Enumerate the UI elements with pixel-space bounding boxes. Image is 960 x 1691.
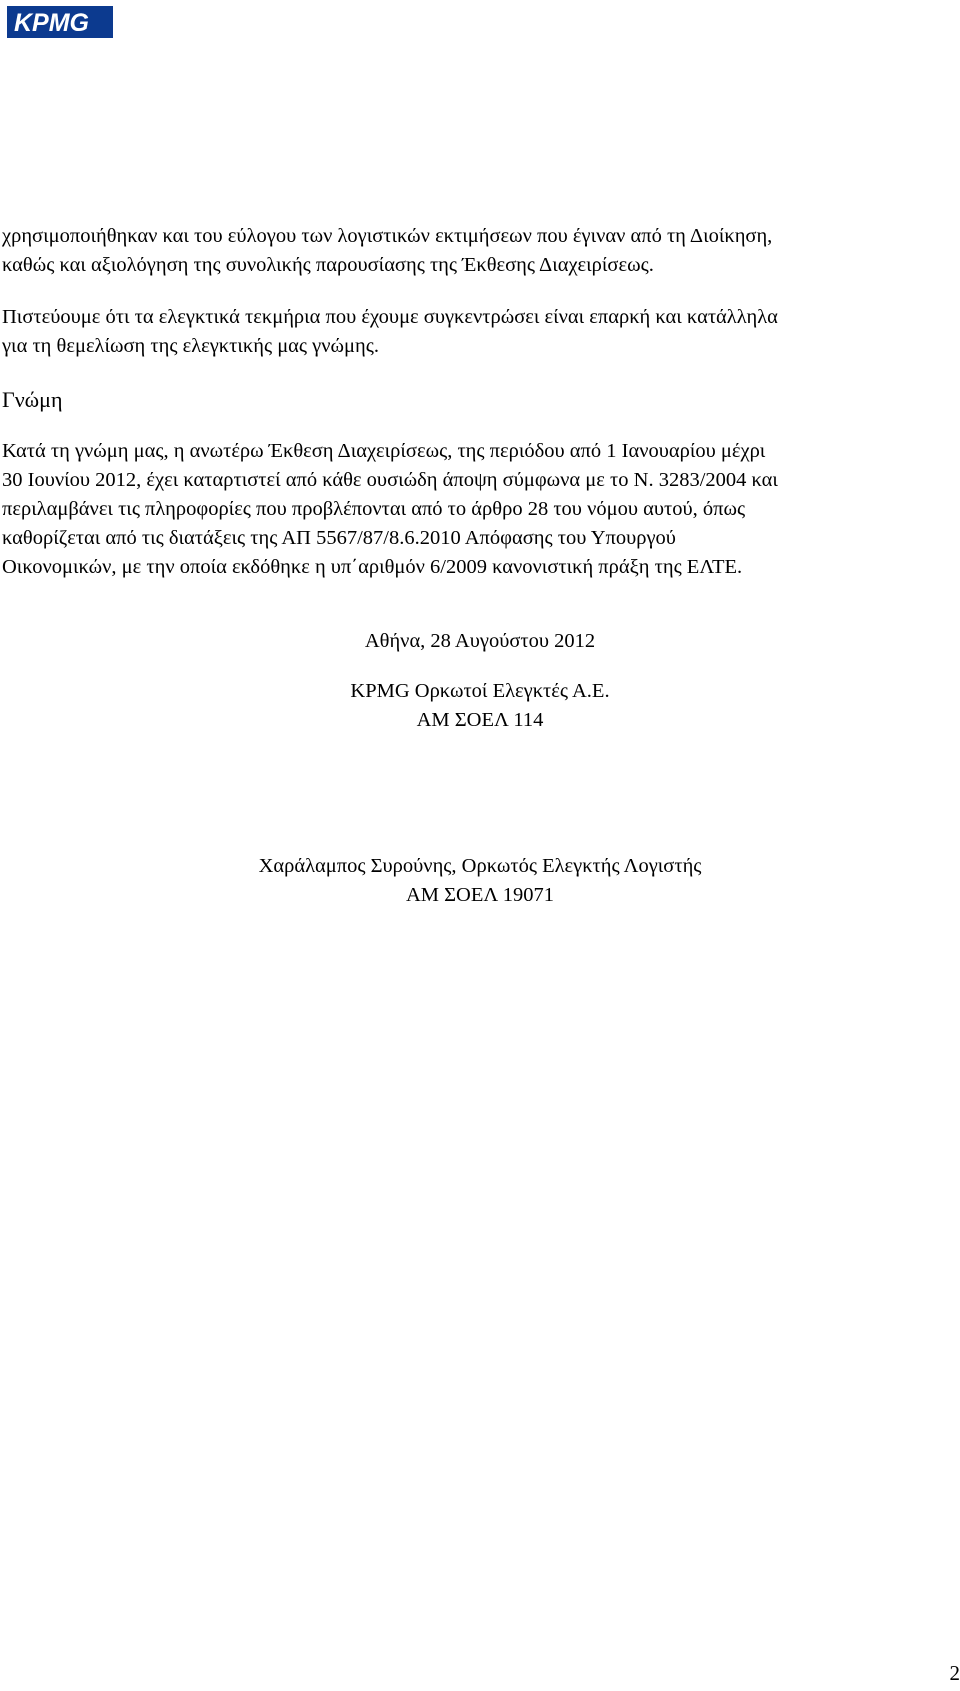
page-number: 2 <box>949 1661 960 1685</box>
firm-registration: ΑΜ ΣΟΕΛ 114 <box>416 709 544 731</box>
paragraph-line: για τη θεμελίωση της ελεγκτικής μας γνώμης. <box>2 335 379 357</box>
paragraph-line: Κατά τη γνώμη μας, η ανωτέρω Έκθεση Διαχειρίσεως, της περιόδου από 1 Ιανουαρίου μέχρι <box>2 440 766 462</box>
paragraph-line: καθορίζεται από τις διατάξεις της ΑΠ 5567/87/8.6.2010 Απόφασης του Υπουργού <box>2 527 676 549</box>
paragraph-line: χρησιμοποιήθηκαν και του εύλογου των λογιστικών εκτιμήσεων που έγιναν από τη Διοίκηση, <box>2 225 773 247</box>
kpmg-logo-text: KPMG <box>14 9 89 36</box>
paragraph-line: περιλαμβάνει τις πληροφορίες που προβλέπονται από το άρθρο 28 του νόμου αυτού, όπως <box>2 498 746 520</box>
paragraph-line: καθώς και αξιολόγηση της συνολικής παρουσίασης της Έκθεσης Διαχειρίσεως. <box>2 254 654 276</box>
paragraph-line: 30 Ιουνίου 2012, έχει καταρτιστεί από κάθε ουσιώδη άποψη σύμφωνα με το Ν. 3283/2004 και <box>2 469 778 491</box>
paragraph-line: Πιστεύουμε ότι τα ελεγκτικά τεκμήρια που έχουμε συγκεντρώσει είναι επαρκή και κατάλληλα <box>2 306 778 328</box>
auditor-name: Χαράλαμπος Συρούνης, Ορκωτός Ελεγκτής Λογιστής <box>258 855 702 877</box>
paragraph-line: Οικονομικών, με την οποία εκδόθηκε η υπ΄αριθμόν 6/2009 κανονιστική πράξη της ΕΛΤΕ. <box>2 556 743 578</box>
kpmg-logo <box>7 6 113 38</box>
auditor-registration: ΑΜ ΣΟΕΛ 19071 <box>405 884 555 906</box>
firm-name: KPMG Ορκωτοί Ελεγκτές Α.Ε. <box>350 680 610 702</box>
kpmg-logo-mark <box>10 8 110 36</box>
place-date: Αθήνα, 28 Αυγούστου 2012 <box>364 630 596 652</box>
section-heading: Γνώμη <box>2 387 63 412</box>
